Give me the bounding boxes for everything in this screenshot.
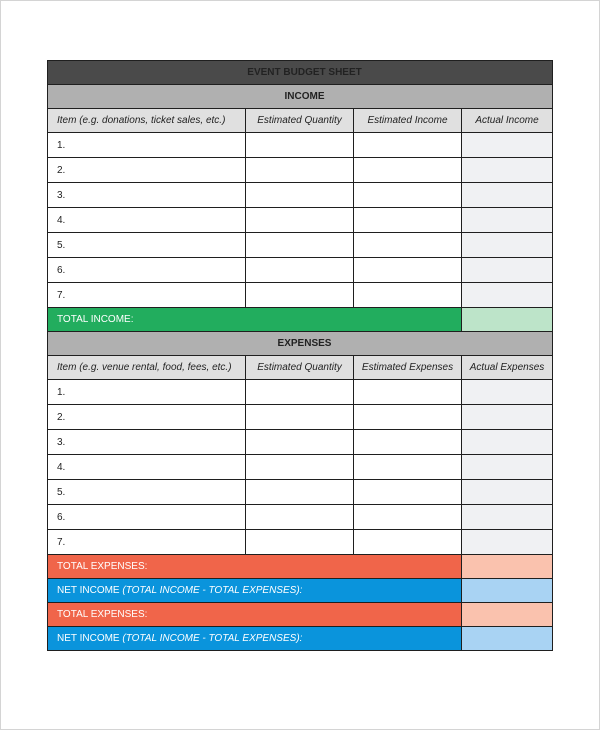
expense-row-number: 7.: [48, 530, 246, 555]
summary-total-expenses-value-cell[interactable]: [462, 603, 553, 627]
income-actual-cell[interactable]: [462, 133, 553, 158]
expenses-col-item: Item (e.g. venue rental, food, fees, etc.): [48, 356, 246, 380]
income-est-income-cell[interactable]: [354, 233, 462, 258]
income-col-actual-income: Actual Income: [462, 109, 553, 133]
expense-est-qty-cell[interactable]: [246, 455, 354, 480]
income-row-number: 4.: [48, 208, 246, 233]
income-row-number: 1.: [48, 133, 246, 158]
expense-est-expenses-cell[interactable]: [354, 405, 462, 430]
expense-actual-cell[interactable]: [462, 405, 553, 430]
expense-row-number: 6.: [48, 505, 246, 530]
income-est-income-cell[interactable]: [354, 133, 462, 158]
net-income-row: [48, 579, 553, 603]
expense-est-expenses-cell[interactable]: [354, 430, 462, 455]
income-actual-cell[interactable]: [462, 233, 553, 258]
income-row-number: 6.: [48, 258, 246, 283]
expense-row-number: 4.: [48, 455, 246, 480]
expenses-col-est-qty: Estimated Quantity: [246, 356, 354, 380]
total-income-label: TOTAL INCOME:: [48, 308, 462, 332]
expense-row-number: 2.: [48, 405, 246, 430]
income-actual-cell[interactable]: [462, 158, 553, 183]
net-income-value-cell[interactable]: [462, 579, 553, 603]
expense-row-number: 3.: [48, 430, 246, 455]
net-income-note: (TOTAL INCOME - TOTAL EXPENSES):: [122, 585, 303, 596]
expense-est-qty-cell[interactable]: [246, 405, 354, 430]
income-row-number: 5.: [48, 233, 246, 258]
expense-est-qty-cell[interactable]: [246, 480, 354, 505]
income-est-qty-cell[interactable]: [246, 258, 354, 283]
expense-row: [48, 380, 553, 405]
income-est-income-cell[interactable]: [354, 283, 462, 308]
expense-row-number: 5.: [48, 480, 246, 505]
income-est-qty-cell[interactable]: [246, 283, 354, 308]
total-expenses-label: TOTAL EXPENSES:: [48, 555, 462, 579]
total-expenses-row: [48, 555, 553, 579]
summary-net-income-label-cell: [48, 627, 462, 651]
expense-est-expenses-cell[interactable]: [354, 480, 462, 505]
net-income-label-cell: [48, 579, 462, 603]
expense-row: [48, 480, 553, 505]
income-est-income-cell[interactable]: [354, 258, 462, 283]
expense-actual-cell[interactable]: [462, 480, 553, 505]
summary-total-expenses-row: [48, 603, 553, 627]
total-income-value-cell[interactable]: [462, 308, 553, 332]
income-row: [48, 133, 553, 158]
income-row-number: 2.: [48, 158, 246, 183]
income-est-qty-cell[interactable]: [246, 133, 354, 158]
income-row: [48, 158, 553, 183]
net-income-label: NET INCOME: [57, 585, 120, 596]
income-row-number: 3.: [48, 183, 246, 208]
income-row: [48, 208, 553, 233]
income-col-est-qty: Estimated Quantity: [246, 109, 354, 133]
event-budget-table: [47, 60, 553, 651]
expense-est-qty-cell[interactable]: [246, 380, 354, 405]
expense-row-number: 1.: [48, 380, 246, 405]
summary-total-expenses-label: TOTAL EXPENSES:: [48, 603, 462, 627]
expense-actual-cell[interactable]: [462, 455, 553, 480]
summary-net-income-note: (TOTAL INCOME - TOTAL EXPENSES):: [122, 633, 303, 644]
income-est-income-cell[interactable]: [354, 158, 462, 183]
income-row-number: 7.: [48, 283, 246, 308]
income-actual-cell[interactable]: [462, 258, 553, 283]
income-est-qty-cell[interactable]: [246, 208, 354, 233]
income-est-qty-cell[interactable]: [246, 158, 354, 183]
summary-net-income-row: [48, 627, 553, 651]
expense-est-expenses-cell[interactable]: [354, 530, 462, 555]
expense-actual-cell[interactable]: [462, 530, 553, 555]
expense-row: [48, 430, 553, 455]
income-actual-cell[interactable]: [462, 183, 553, 208]
expense-row: [48, 505, 553, 530]
income-col-est-income: Estimated Income: [354, 109, 462, 133]
income-est-qty-cell[interactable]: [246, 183, 354, 208]
expense-est-expenses-cell[interactable]: [354, 505, 462, 530]
income-heading: INCOME: [48, 85, 553, 109]
expense-actual-cell[interactable]: [462, 380, 553, 405]
expense-est-qty-cell[interactable]: [246, 430, 354, 455]
expenses-col-est-expenses: Estimated Expenses: [354, 356, 462, 380]
expense-row: [48, 530, 553, 555]
title-row: [48, 61, 553, 85]
expenses-col-actual-expenses: Actual Expenses: [462, 356, 553, 380]
income-row: [48, 183, 553, 208]
sheet-title: EVENT BUDGET SHEET: [48, 61, 553, 85]
expense-est-expenses-cell[interactable]: [354, 455, 462, 480]
expense-actual-cell[interactable]: [462, 505, 553, 530]
income-actual-cell[interactable]: [462, 208, 553, 233]
total-expenses-value-cell[interactable]: [462, 555, 553, 579]
income-header-row: [48, 109, 553, 133]
expense-est-qty-cell[interactable]: [246, 505, 354, 530]
expenses-section-row: [48, 332, 553, 356]
income-est-qty-cell[interactable]: [246, 233, 354, 258]
expense-row: [48, 455, 553, 480]
summary-net-income-value-cell[interactable]: [462, 627, 553, 651]
expense-actual-cell[interactable]: [462, 430, 553, 455]
income-row: [48, 283, 553, 308]
income-est-income-cell[interactable]: [354, 208, 462, 233]
expenses-heading: EXPENSES: [48, 332, 553, 356]
income-section-row: [48, 85, 553, 109]
expenses-header-row: [48, 356, 553, 380]
total-income-row: [48, 308, 553, 332]
income-row: [48, 233, 553, 258]
expense-row: [48, 405, 553, 430]
expense-est-expenses-cell[interactable]: [354, 380, 462, 405]
income-col-item: Item (e.g. donations, ticket sales, etc.): [48, 109, 246, 133]
income-row: [48, 258, 553, 283]
expense-est-qty-cell[interactable]: [246, 530, 354, 555]
summary-net-income-label: NET INCOME: [57, 633, 120, 644]
income-est-income-cell[interactable]: [354, 183, 462, 208]
income-actual-cell[interactable]: [462, 283, 553, 308]
